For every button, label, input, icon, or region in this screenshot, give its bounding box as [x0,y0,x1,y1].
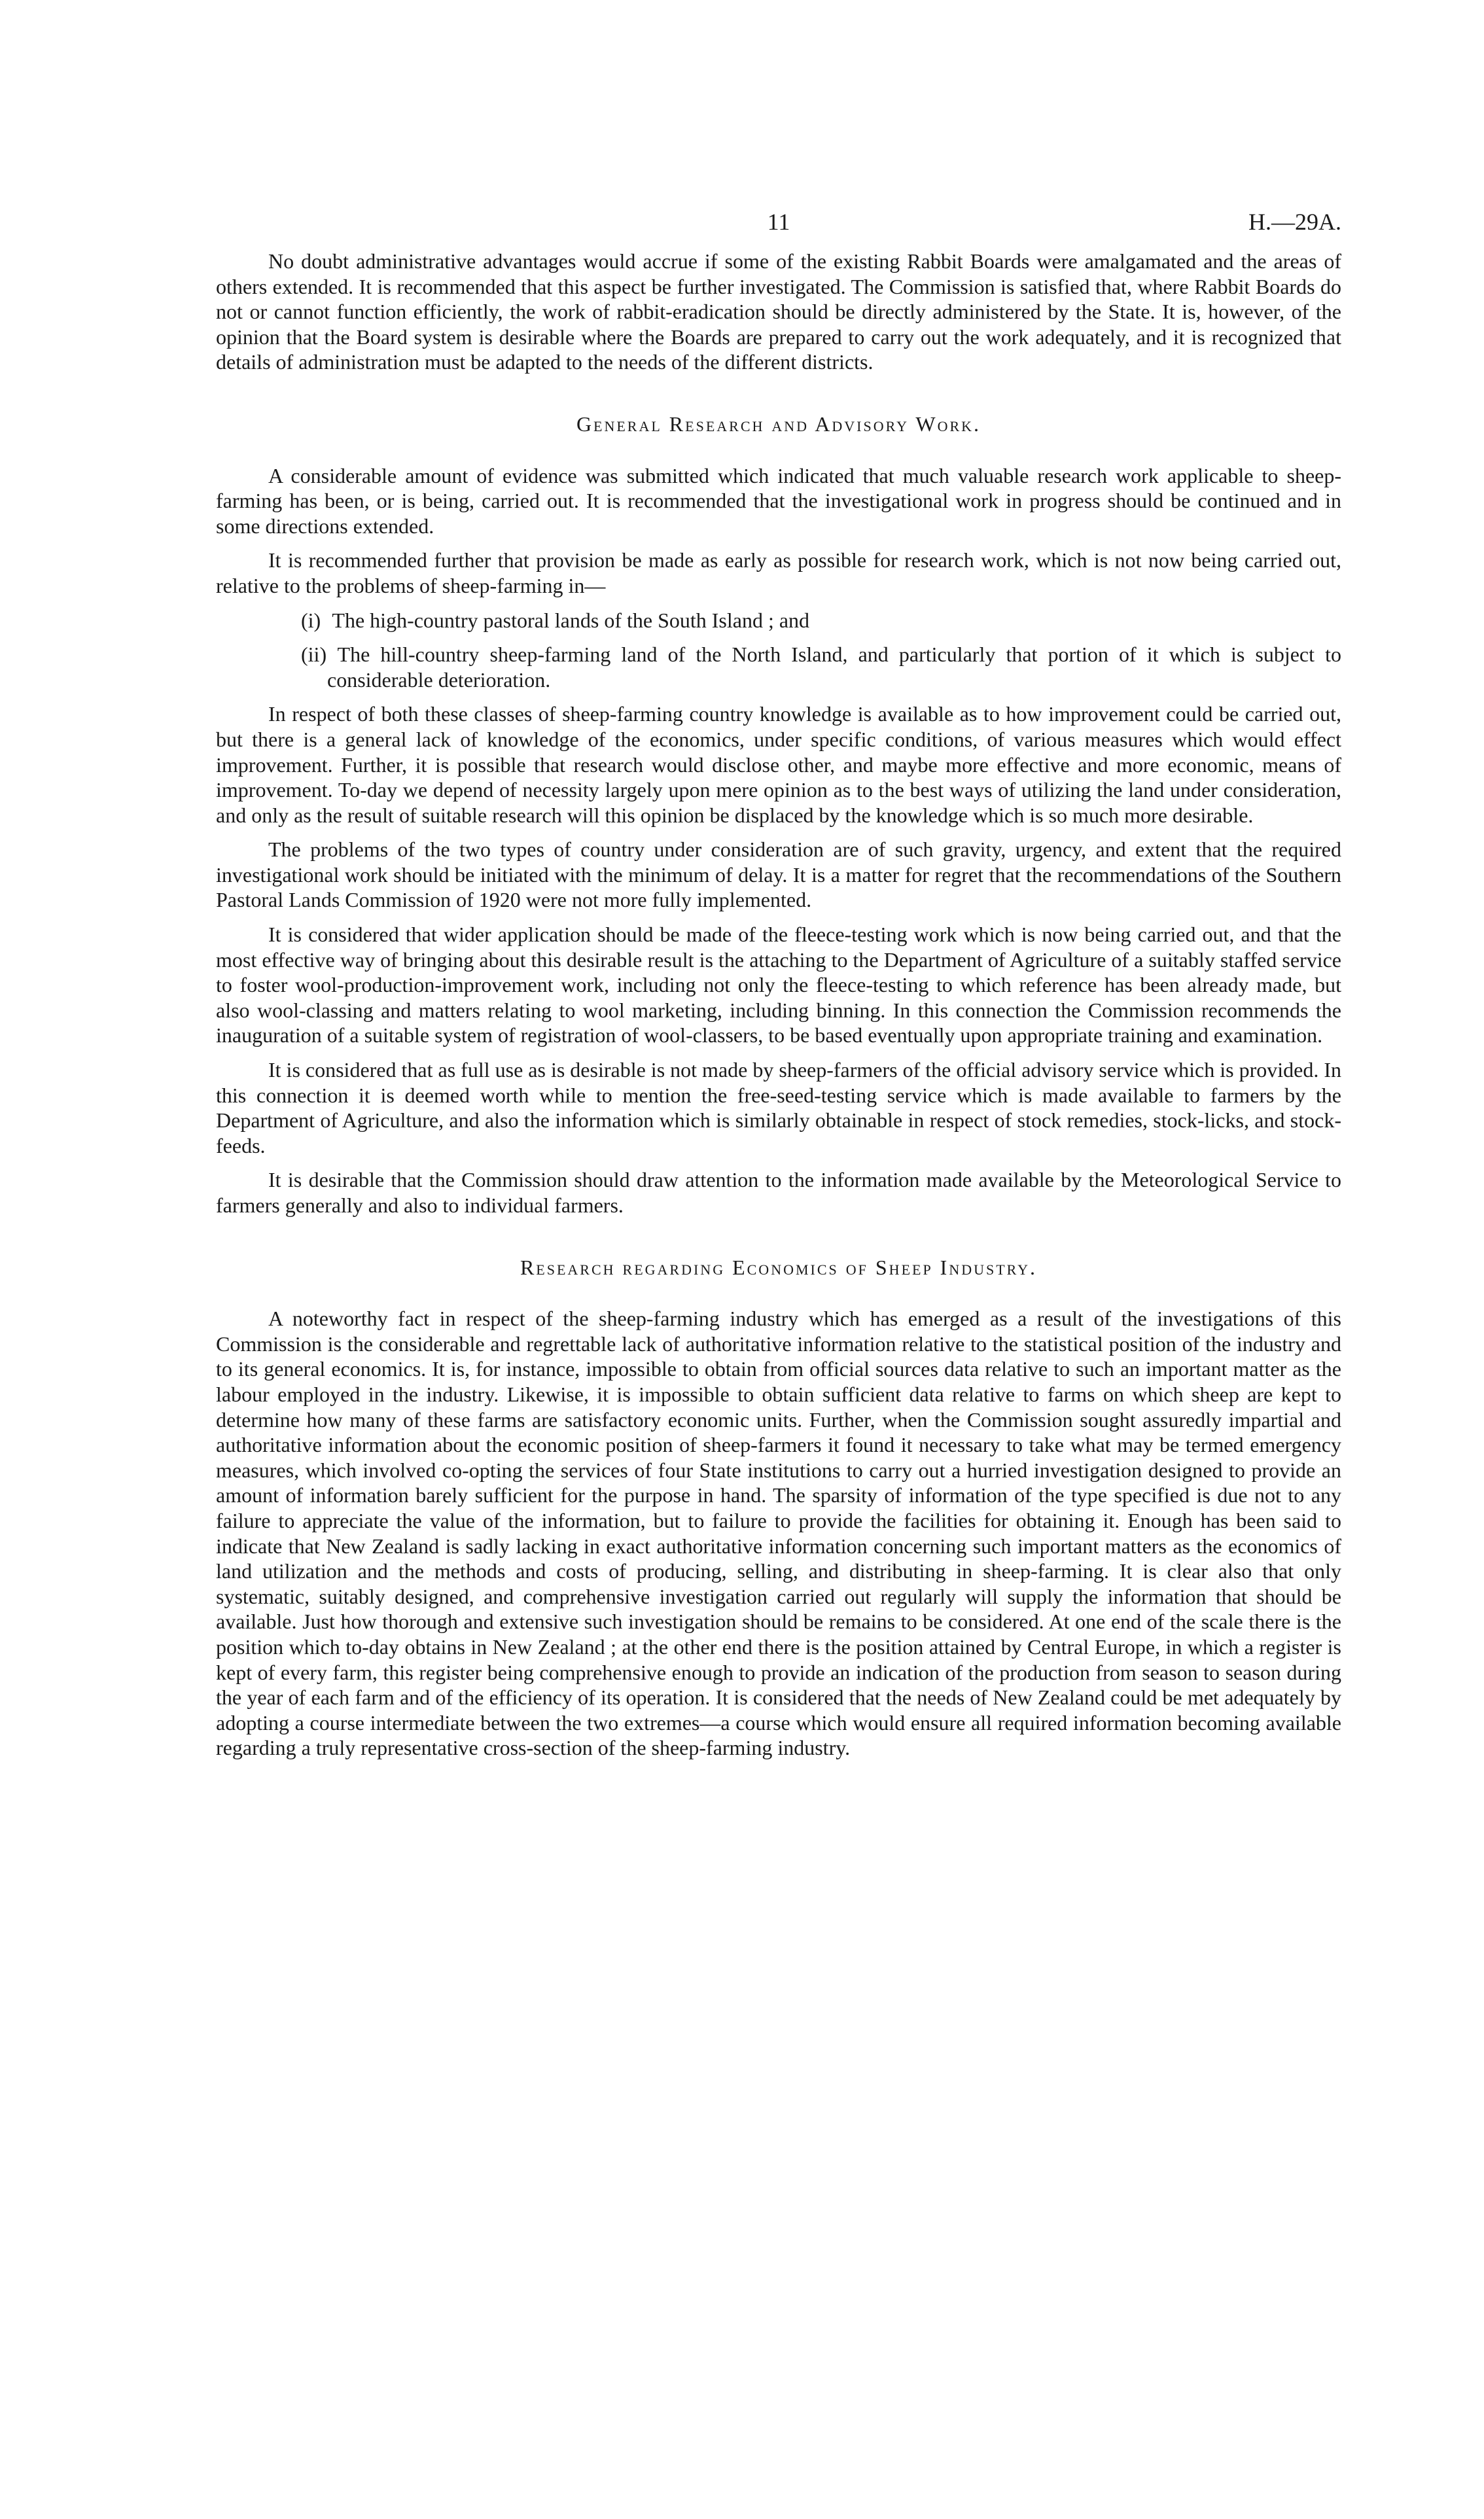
list-item-text: The high-country pastoral lands of the South Island ; and [332,608,810,632]
paragraph: The problems of the two types of country under consideration are of such gravity, urgency, and extent that the required investigational work should be initiated with the minimum of delay. It is a matter for regret that the recommendations of the Southern Pastoral Lands Commission of 1920 were not more fully implemented. [216,837,1341,912]
page-header [216,208,1341,241]
list-item [216,608,1341,633]
list-marker: (ii) [301,643,327,667]
section-heading-economics: Research regarding Economics of Sheep Industry. [520,1255,1038,1279]
document-reference: H.—29A. [1248,209,1341,235]
list-item [216,642,1341,692]
page-body [216,249,1341,1770]
section-heading-research: General Research and Advisory Work. [576,412,981,436]
paragraph: A considerable amount of evidence was submitted which indicated that much valuable research work applicable to sheep-farming has been, or is being, carried out. It is recommended that the investigational work in progress should be continued and in some directions extended. [216,463,1341,538]
paragraph: It is considered that as full use as is desirable is not made by sheep-farmers of the official advisory service which is provided. In this connection it is deemed worth while to mention the free-seed-testing service which is made available to farmers by the Department of Agriculture, and also the information which is similarly obtainable in respect of stock remedies, stock-licks, and stock-feeds. [216,1058,1341,1157]
paragraph: In respect of both these classes of sheep-farming country knowledge is available as to how improvement could be carried out, but there is a general lack of knowledge of the economics, under specific conditions, of various measures which would effect improvement. Further, it is possible that research would disclose other, and maybe more effective and more economic, means of improvement. To-day we depend of necessity largely upon mere opinion as to the best ways of utilizing the land under consideration, and only as the result of suitable research will this opinion be displaced by the knowledge which is so much more desirable. [216,702,1341,827]
paragraph: It is desirable that the Commission should draw attention to the information made available by the Meteorological Service to farmers generally and also to individual farmers. [216,1168,1341,1217]
page-number: 11 [767,209,790,235]
paragraph: It is considered that wider application should be made of the fleece-testing work which is now being carried out, and that the most effective way of bringing about this desirable result is the attaching to the Department of Agriculture of a suitably staffed service to foster wool-production-improvement work, including not only the fleece-testing to which reference has been already made, but also wool-classing and matters relating to wool marketing, including binning. In this connection the Commission recommends the inauguration of a suitable system of registration of wool-classers, to be based eventually upon appropriate training and examination. [216,923,1341,1048]
paragraph: A noteworthy fact in respect of the sheep-farming industry which has emerged as a result of the investigations of this Commission is the considerable and regrettable lack of authoritative information relative to the statistical position of the industry and to its general economics. It is, for instance, impossible to obtain from official sources data relative to such an important matter as the labour employed in the industry. Likewise, it is impossible to obtain sufficient data relative to farms on which sheep are kept to determine how many of these farms are satisfactory economic units. Further, when the Commission sought assuredly impartial and authoritative information about the economic position of sheep-farmers it found it necessary to take what may be termed emergency measures, which involved co-opting the services of four State institutions to carry out a hurried investigation designed to provide an amount of information barely sufficient for the purpose in hand. The sparsity of information of the type specified is due not to any failure to appreciate the value of the information, but to failure to provide the facilities for obtaining it. Enough has been said to indicate that New Zealand is sadly lacking in exact authoritative information concerning such important matters as the economics of land utilization and the methods and costs of producing, selling, and distributing in sheep-farming. It is clear also that only systematic, suitably designed, and comprehensive investigation carried out regularly will supply the information that should be available. Just how thorough and extensive such investigation should be remains to be considered. At one end of the scale there is the position which to-day obtains in New Zealand ; at the other end there is the position attained by Central Europe, in which a register is kept of every farm, this register being comprehensive enough to provide an indication of the production from season to season during the year of each farm and of the efficiency of its operation. It is considered that the needs of New Zealand could be met adequately by adopting a course intermediate between the two extremes—a course which would ensure all required information becoming available regarding a truly representative cross-section of the sheep-farming industry. [216,1307,1341,1760]
paragraph: It is recommended further that provision be made as early as possible for research work, which is not now being carried out, relative to the problems of sheep-farming in— [216,548,1341,597]
list-item-text: The hill-country sheep-farming land of the North Island, and particularly that portion of it which is subject to considerable deterioration. [327,643,1342,692]
intro-paragraph: No doubt administrative advantages would accrue if some of the existing Rabbit Boards were amalgamated and the areas of others extended. It is recommended that this aspect be further investigated. The Commission is satisfied that, where Rabbit Boards do not or cannot function efficiently, the work of rabbit-eradication should be directly administered by the State. It is, however, of the opinion that the Board system is desirable where the Boards are prepared to carry out the work adequately, and it is recognized that details of administration must be adapted to the needs of the different districts. [216,249,1341,374]
list-marker: (i) [301,608,321,632]
